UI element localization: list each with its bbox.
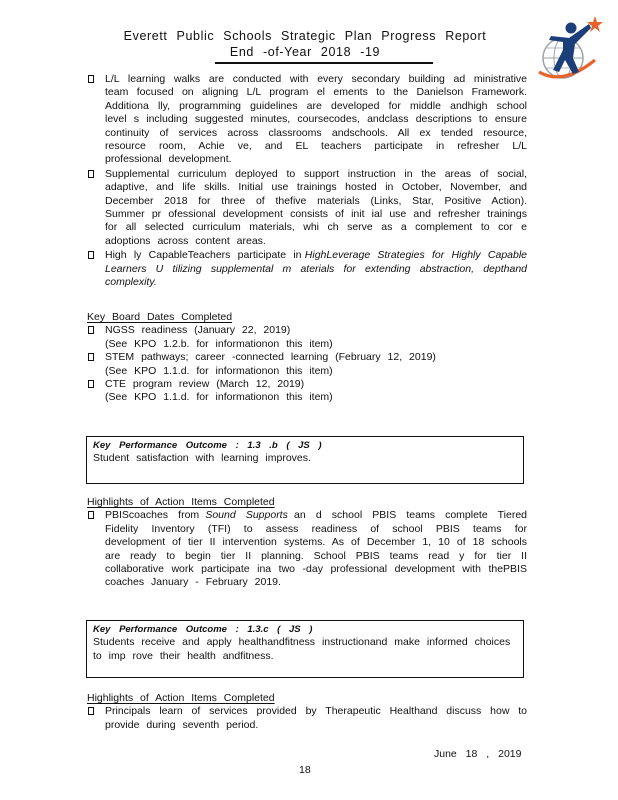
star-person-globe-logo — [533, 14, 605, 86]
highlights-list — [87, 509, 527, 589]
page-number: 18 — [299, 764, 311, 776]
title-line-1: Everett Public Schools Strategic Plan Progress Report — [123, 29, 487, 43]
highlights-section-2 — [87, 692, 527, 732]
title-line-2: End -of-Year 2018 -19 — [229, 45, 381, 59]
highlights-heading: Highlights of Action Items Completed — [87, 692, 275, 704]
key-board-list — [87, 324, 527, 404]
kpo-outcome-text: Students receive and apply healthandfitness instructionand make informed choices to imp rove their health andfitness. — [93, 636, 511, 662]
bullet-box-icon — [88, 75, 94, 83]
kpo-label: Key Performance Outcome : 1.3 .b ( JS ) — [93, 440, 322, 451]
bullet-text: Supplemental curriculum deployed to support instruction in the areas of social, adaptive, and life skills. Initial use trainings hosted in October, November, and December 2018 for three of thefive materials (Links, Star, Positive Action). Summer pr ofessional development consists of init ial use and refresher trainings for all selected curriculum materials, whi ch serve as a complement to cor e adoptions across content areas. — [105, 167, 527, 247]
list-item — [87, 324, 527, 351]
highlights-list — [87, 705, 527, 732]
bullet-text-lead: High ly CapableTeachers participate in — [105, 249, 302, 262]
list-item — [87, 73, 527, 167]
report-title — [120, 28, 490, 60]
bullet-box-icon — [88, 511, 94, 519]
intro-section — [87, 73, 527, 290]
kpo-label: Key Performance Outcome : 1.3.c ( JS ) — [93, 624, 313, 635]
bullet-text-post: an d school PBIS teams complete Tiered Fidelity Inventory (TFI) to assess readiness of school PBIS teams for development of tier II intervention systems. As of December 1, 10 of 18 schools are ready to begin tier II planning. School PBIS teams read y for tier II collaborative work participate ina two -day professional development with thePBIS coaches January - February 2019. — [105, 509, 528, 589]
highlights-heading: Highlights of Action Items Completed — [87, 496, 275, 508]
board-item-reference: (See KPO 1.1.d. for informationon this item) — [105, 364, 333, 377]
bullet-box-icon — [88, 251, 94, 259]
board-item-title: STEM pathways; career -connected learning (February 12, 2019) — [105, 351, 436, 364]
list-item — [87, 705, 527, 732]
list-item — [87, 509, 527, 589]
bullet-text: Principals learn of services provided by Therapeutic Healthand discuss how to provide during seventh period. — [105, 705, 527, 731]
bullet-text: L/L learning walks are conducted with every secondary building ad ministrative team focused on aligning L/L program el ements to the Danielson Framework. Additiona lly, programming guidelines are developed for middle andhigh school level s including suggested minutes, coursecodes, andclass descriptions to ensure continuity of services across classrooms andschools. All ex tended resource, resource room, Achie ve, and EL teachers participate in refresher L/L professional development. — [105, 73, 527, 166]
bullet-box-icon — [88, 707, 94, 715]
board-item-reference: (See KPO 1.1.d. for informationon this item) — [105, 391, 333, 404]
list-item — [87, 351, 527, 378]
kpo-box-1-3-b — [86, 436, 524, 484]
highlights-section-1 — [87, 496, 527, 590]
title-underline — [215, 62, 433, 64]
bullet-text-italic: HighLeverage Strategies for Highly Capable Learners U tilizing supplemental m aterials for extending abstraction, depthand complexity. — [105, 249, 528, 289]
report-date: June 18 , 2019 — [434, 748, 522, 760]
bullet-box-icon — [88, 326, 94, 334]
board-item-title: NGSS readiness (January 22, 2019) — [105, 324, 291, 337]
list-item — [87, 249, 527, 289]
kpo-box-1-3-c — [86, 620, 524, 678]
bullet-text-italic: Sound Supports — [205, 509, 288, 522]
bullet-box-icon — [88, 353, 94, 361]
bullet-box-icon — [88, 170, 94, 178]
key-board-dates-section — [87, 311, 527, 405]
key-board-heading: Key Board Dates Completed — [87, 311, 233, 323]
kpo-outcome-text: Student satisfaction with learning improves. — [93, 452, 311, 465]
list-item — [87, 168, 527, 248]
board-item-reference: (See KPO 1.2.b. for informationon this item) — [105, 337, 333, 350]
bullet-text-pre: PBIScoaches from — [105, 509, 200, 522]
list-item — [87, 378, 527, 405]
intro-bullet-list — [87, 73, 527, 290]
bullet-box-icon — [88, 380, 94, 388]
board-item-title: CTE program review (March 12, 2019) — [105, 378, 305, 391]
